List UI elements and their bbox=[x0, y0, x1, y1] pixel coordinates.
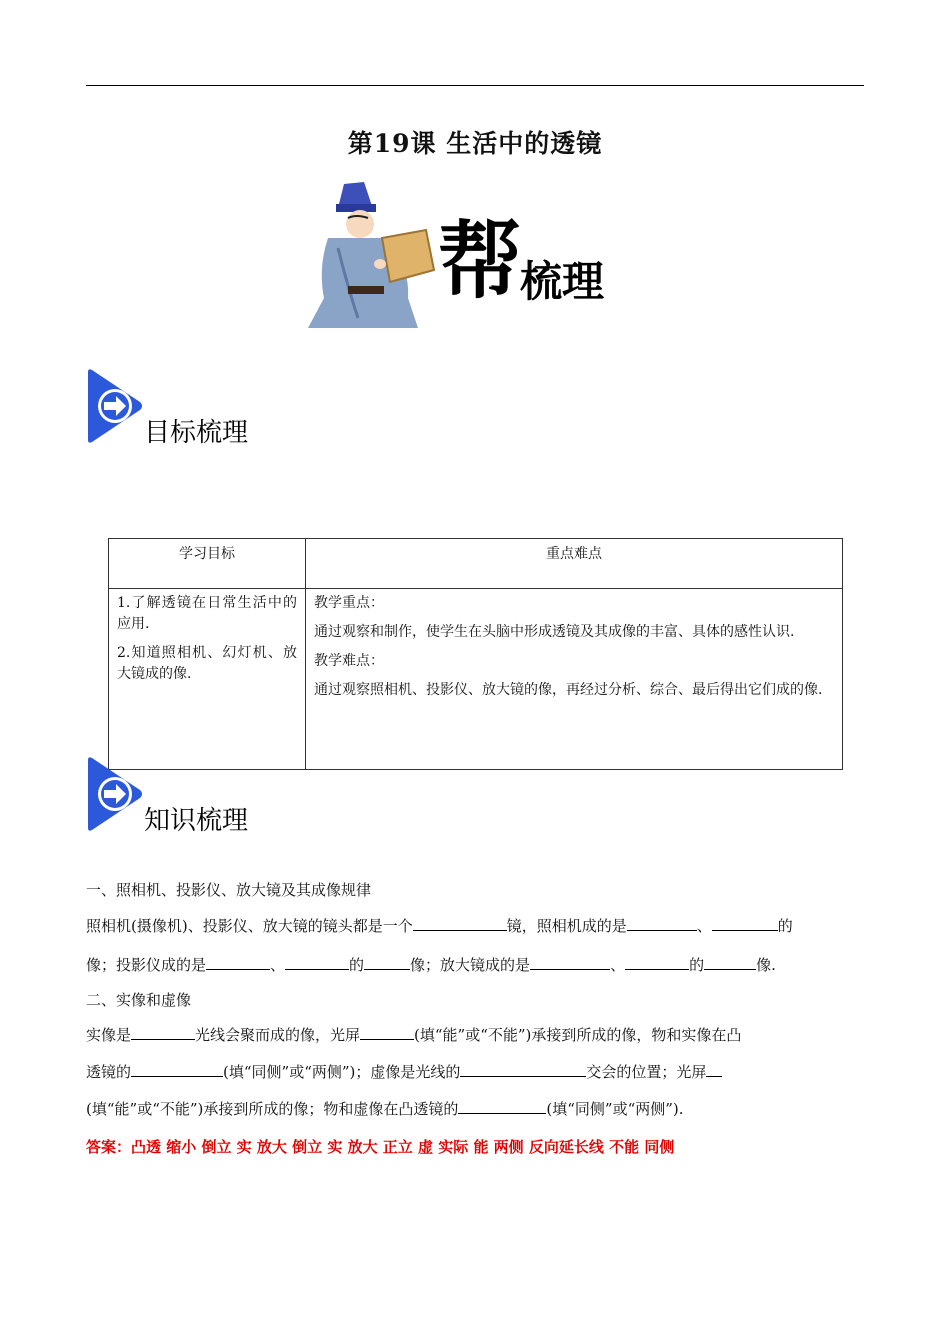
fill-blank[interactable] bbox=[458, 1099, 546, 1114]
goals-table bbox=[108, 538, 843, 770]
paragraph-line: 透镜的 (填“同侧”或“两侧”)；虚像是光线的 交会的位置；光屏 bbox=[86, 1061, 864, 1082]
header-rule bbox=[86, 85, 864, 86]
paragraph-line: (填“能”或“不能”)承接到所成的像；物和虚像在凸透镜的 (填“同侧”或“两侧”). bbox=[86, 1100, 684, 1118]
fill-blank[interactable] bbox=[706, 1062, 722, 1077]
section-title-goals: 目标梳理 bbox=[144, 418, 249, 448]
key-label: 教学重点： bbox=[314, 595, 384, 611]
svg-text:梳理: 梳理 bbox=[520, 257, 605, 306]
key-text: 通过观察和制作，使学生在头脑中形成透镜及其成像的丰富、具体的感性认识. bbox=[314, 624, 795, 640]
section-header-goals bbox=[86, 368, 386, 448]
arrow-right-icon bbox=[86, 368, 146, 444]
goal-item: 1.了解透镜在日常生活中的应用. bbox=[117, 595, 297, 632]
banner-illustration bbox=[298, 178, 628, 338]
goal-item: 2.知道照相机、幻灯机、放大镜成的像. bbox=[117, 645, 297, 682]
section-title-knowledge: 知识梳理 bbox=[144, 806, 249, 836]
arrow-right-icon bbox=[86, 756, 146, 832]
fill-blank[interactable] bbox=[131, 1062, 223, 1077]
section-header-knowledge bbox=[86, 756, 386, 836]
hard-text: 通过观察照相机、投影仪、放大镜的像，再经过分析、综合、最后得出它们成的像. bbox=[314, 682, 823, 698]
keypoints-cell bbox=[306, 589, 843, 770]
heading-camera-projector: 一、照相机、投影仪、放大镜及其成像规律 bbox=[86, 881, 372, 899]
fill-blank[interactable] bbox=[285, 955, 349, 970]
table-header-goals: 学习目标 bbox=[109, 539, 306, 589]
fill-blank[interactable] bbox=[131, 1025, 195, 1040]
hard-label: 教学难点： bbox=[314, 653, 384, 669]
fill-blank[interactable] bbox=[360, 1025, 414, 1040]
fill-blank[interactable] bbox=[413, 916, 507, 931]
scholar-icon bbox=[298, 178, 628, 338]
fill-blank[interactable] bbox=[460, 1062, 586, 1077]
paragraph-line: 实像是 光线会聚而成的像，光屏 (填“能”或“不能”)承接到所成的像，物和实像在凸 bbox=[86, 1026, 742, 1044]
paragraph-line: 照相机(摄像机)、投影仪、放大镜的镜头都是一个 镜，照相机成的是 、 的 bbox=[86, 917, 793, 935]
fill-blank[interactable] bbox=[704, 955, 756, 970]
fill-blank[interactable] bbox=[364, 955, 410, 970]
answer-label: 答案： bbox=[86, 1138, 132, 1156]
fill-blank[interactable] bbox=[625, 955, 689, 970]
fill-blank[interactable] bbox=[530, 955, 610, 970]
goals-cell bbox=[109, 589, 306, 770]
fill-blank[interactable] bbox=[712, 916, 778, 931]
page-title: 第19课 生活中的透镜 bbox=[347, 129, 603, 158]
fill-blank[interactable] bbox=[627, 916, 697, 931]
heading-real-virtual: 二、实像和虚像 bbox=[86, 991, 192, 1009]
table-header-keypoints: 重点难点 bbox=[306, 539, 843, 589]
paragraph-line: 像；投影仪成的是 、 的 像；放大镜成的是 、 的 像. bbox=[86, 956, 776, 974]
fill-blank[interactable] bbox=[206, 955, 270, 970]
svg-text:帮: 帮 bbox=[438, 211, 523, 310]
answer-values: 凸透 缩小 倒立 实 放大 倒立 实 放大 正立 虚 实际 能 两侧 反向延长线 不能 同侧 bbox=[131, 1138, 675, 1156]
answer-line bbox=[86, 1136, 864, 1157]
